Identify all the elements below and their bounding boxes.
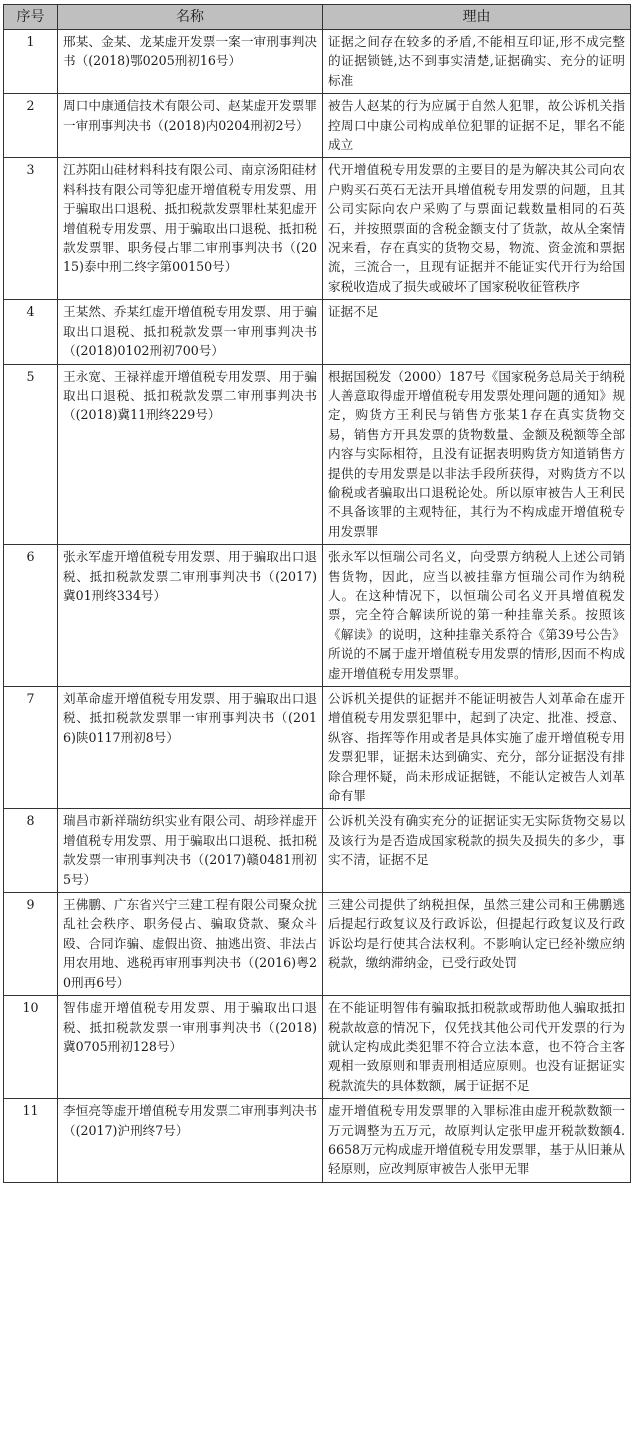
case-reason: 虚开增值税专用发票罪的入罪标准由虚开税款数额一万元调整为五万元，故原判认定张甲虚开税款数额4.6658万元构成虚开增值税专用发票罪，基于从旧兼从轻原则，应改判原审被告人张甲无罪: [323, 1099, 631, 1183]
case-name: 王佛鹏、广东省兴宁三建工程有限公司聚众扰乱社会秩序、职务侵占、骗取贷款、聚众斗殴、合同诈骗、虚假出资、抽逃出资、非法占用农用地、逃税再审刑事判决书（(2016)粤20刑再6号）: [58, 893, 323, 996]
header-row: [4, 5, 631, 30]
case-reason: 根据国税发（2000）187号《国家税务总局关于纳税人善意取得虚开增值税专用发票处理问题的通知》规定，购货方王利民与销售方张某1存在真实货物交易，销售方开具发票的货物数量、金额及税额等全部内容与实际相符，且没有证据表明购货方知道销售方提供的专用发票是以非法手段所获得，对购货方不以偷税或者骗取出口退税论处。所以原审被告人王利民不具备该罪的主观特征，其行为不构成虚开增值税专用发票罪: [323, 364, 631, 545]
case-name: 刘革命虚开增值税专用发票、用于骗取出口退税、抵扣税款发票罪一审刑事判决书（(2016)陕0117刑初8号）: [58, 687, 323, 809]
case-name: 王某然、乔某红虚开增值税专用发票、用于骗取出口退税、抵扣税款发票一审刑事判决书（(2018)0102刑初700号）: [58, 300, 323, 364]
case-reason: 证据不足: [323, 300, 631, 364]
case-reason: 公诉机关没有确实充分的证据证实无实际货物交易以及该行为是否造成国家税款的损失及损失的多少，事实不清，证据不足: [323, 809, 631, 893]
case-reason: 证据之间存在较多的矛盾,不能相互印证,形不成完整的证据锁链,达不到事实清楚,证据确实、充分的证明标准: [323, 30, 631, 94]
row-number: 1: [4, 30, 58, 94]
table-row: [4, 893, 631, 996]
case-reason: 被告人赵某的行为应属于自然人犯罪，故公诉机关指控周口中康公司构成单位犯罪的证据不足，罪名不能成立: [323, 94, 631, 158]
row-number: 7: [4, 687, 58, 809]
case-reason: 三建公司提供了纳税担保，虽然三建公司和王佛鹏逃后提起行政复议及行政诉讼，但提起行政复议及行政诉讼均是行使其合法权利。不影响认定已经补缴应纳税款，缴纳滞纳金，已受行政处罚: [323, 893, 631, 996]
row-number: 8: [4, 809, 58, 893]
case-reason: 公诉机关提供的证据并不能证明被告人刘革命在虚开增值税专用发票犯罪中，起到了决定、批准、授意、纵容、指挥等作用或者是具体实施了虚开增值税专用发票犯罪，证据未达到确实、充分，部分证据没有排除合理怀疑，尚未形成证据链，不能认定被告人刘革命有罪: [323, 687, 631, 809]
table-row: [4, 158, 631, 300]
table-row: [4, 364, 631, 545]
case-name: 李恒亮等虚开增值税专用发票二审刑事判决书（(2017)沪刑终7号）: [58, 1099, 323, 1183]
table-row: [4, 300, 631, 364]
header-name: 名称: [58, 5, 323, 30]
row-number: 11: [4, 1099, 58, 1183]
row-number: 5: [4, 364, 58, 545]
case-name: 张永军虚开增值税专用发票、用于骗取出口退税、抵扣税款发票二审刑事判决书（(2017)冀01刑终334号）: [58, 545, 323, 687]
case-name: 邢某、金某、龙某虚开发票一案一审刑事判决书（(2018)鄂0205刑初16号）: [58, 30, 323, 94]
row-number: 2: [4, 94, 58, 158]
row-number: 10: [4, 996, 58, 1099]
row-number: 9: [4, 893, 58, 996]
case-name: 智伟虚开增值税专用发票、用于骗取出口退税、抵扣税款发票一审刑事判决书（(2018)冀0705刑初128号）: [58, 996, 323, 1099]
table-row: [4, 94, 631, 158]
row-number: 6: [4, 545, 58, 687]
case-table: [3, 4, 631, 1183]
table-row: [4, 996, 631, 1099]
table-row: [4, 687, 631, 809]
row-number: 3: [4, 158, 58, 300]
table-row: [4, 30, 631, 94]
case-name: 周口中康通信技术有限公司、赵某虚开发票罪一审刑事判决书（(2018)内0204刑初2号）: [58, 94, 323, 158]
header-num: 序号: [4, 5, 58, 30]
case-reason: 代开增值税专用发票的主要目的是为解决其公司向农户购买石英石无法开具增值税专用发票的问题，且其公司实际向农户采购了与票面记载数量相同的石英石，并按照票面的含税金额支付了货款，故从全案情况来看，存在真实的货物交易，物流、资金流和票据流，三流合一，且现有证据并不能证实代开行为给国家税收造成了损失或破坏了国家税收征管秩序: [323, 158, 631, 300]
row-number: 4: [4, 300, 58, 364]
header-reason: 理由: [323, 5, 631, 30]
case-name: 瑞昌市新祥瑞纺织实业有限公司、胡珍祥虚开增值税专用发票、用于骗取出口退税、抵扣税款发票一审刑事判决书（(2017)赣0481刑初5号）: [58, 809, 323, 893]
case-reason: 张永军以恒瑞公司名义，向受票方纳税人上述公司销售货物，因此，应当以被挂靠方恒瑞公司作为纳税人。在这种情况下，以恒瑞公司名义开具增值税发票，完全符合解读所说的第一种挂靠关系。按照该《解读》的说明，这种挂靠关系符合《第39号公告》所说的不属于虚开增值税专用发票的情形,因而不构成虚开增值税专用发票罪。: [323, 545, 631, 687]
case-reason: 在不能证明智伟有骗取抵扣税款或帮助他人骗取抵扣税款故意的情况下，仅凭找其他公司代开发票的行为就认定构成此类犯罪不符合立法本意，也不符合主客观相一致原则和罪责刑相适应原则。也没有证据证实税款流失的具体数额，属于证据不足: [323, 996, 631, 1099]
case-name: 江苏阳山硅材料科技有限公司、南京汤阳硅材料科技有限公司等犯虚开增值税专用发票、用于骗取出口退税、抵扣税款发票罪杜某犯虚开增值税专用发票、用于骗取出口退税、抵扣税款发票罪、职务侵占罪二审刑事判决书（(2015)泰中刑二终字第00150号）: [58, 158, 323, 300]
case-name: 王永宽、王禄祥虚开增值税专用发票、用于骗取出口退税、抵扣税款发票二审刑事判决书（(2018)冀11刑终229号）: [58, 364, 323, 545]
table-row: [4, 1099, 631, 1183]
table-row: [4, 809, 631, 893]
table-row: [4, 545, 631, 687]
